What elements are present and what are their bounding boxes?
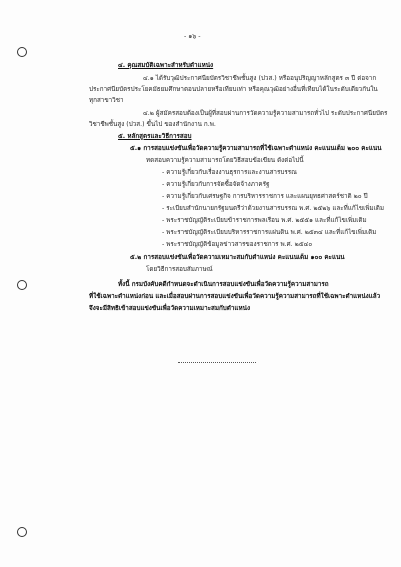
- text-line: - ระเบียบสำนักนายกรัฐมนตรีว่าด้วยงานสารบรรณ พ.ศ. ๒๕๒๖ และที่แก้ไขเพิ่มเติม: [162, 205, 385, 212]
- binder-hole-middle: [17, 280, 27, 290]
- text-line: ๔. คุณสมบัติเฉพาะสำหรับตำแหน่ง: [118, 62, 214, 69]
- text-line: - พระราชบัญญัติระเบียบข้าราชการพลเรือน พ.ศ. ๒๕๕๑ และที่แก้ไขเพิ่มเติม: [162, 217, 367, 224]
- text-line: ทุกสาขาวิชา: [89, 97, 124, 104]
- text-line: ๕.๑ การสอบแข่งขันเพื่อวัดความรู้ความสามารถที่ใช้เฉพาะตำแหน่ง คะแนนเต็ม ๒๐๐ คะแนน: [130, 145, 382, 152]
- text-line: ๔.๑ ได้รับวุฒิประกาศนียบัตรวิชาชีพชั้นสูง (ปวส.) หรืออนุปริญญาหลักสูตร ๓ ปี ต่อจาก: [143, 75, 377, 82]
- text-line: ๕. หลักสูตรและวิธีการสอบ: [118, 133, 192, 140]
- text-line: จึงจะมีสิทธิเข้าสอบแข่งขันเพื่อวัดความเหมาะสมกับตำแหน่ง: [89, 305, 251, 312]
- text-line: ๕.๒ การสอบแข่งขันเพื่อวัดความเหมาะสมกับตำแหน่ง คะแนนเต็ม ๑๐๐ คะแนน: [130, 254, 345, 261]
- text-line: ประกาศนียบัตรประโยคมัธยมศึกษาตอนปลายหรือเทียบเท่า หรือคุณวุฒิอย่างอื่นที่เทียบได้ในระดับเดียวกันใน: [89, 86, 378, 93]
- end-of-text-dotted-line: [178, 362, 256, 363]
- text-line: วิชาชีพชั้นสูง (ปวส.) ขึ้นไป ของสำนักงาน ก.พ.: [89, 121, 216, 128]
- page-number: - ๑๖ -: [184, 33, 201, 40]
- text-line: โดยวิธีการสอบสัมภาษณ์: [146, 266, 213, 273]
- text-line: ๔.๒ ผู้สมัครสอบต้องเป็นผู้ที่สอบผ่านการวัดความรู้ความสามารถทั่วไป ระดับประกาศนียบัตร: [143, 110, 388, 117]
- text-line: - ความรู้เกี่ยวกับเศรษฐกิจ การบริหารราชการ และแผนยุทธศาสตร์ชาติ ๒๐ ปี: [162, 193, 368, 200]
- binder-hole-top: [17, 47, 27, 57]
- text-line: ที่ใช้เฉพาะตำแหน่งก่อน และเมื่อสอบผ่านการสอบแข่งขันเพื่อวัดความรู้ความสามารถที่ใช้เฉพาะตำแหน่งแล้ว: [89, 293, 381, 300]
- binder-hole-bottom: [17, 527, 27, 537]
- text-line: - ความรู้เกี่ยวกับเรื่องงานธุรการและงานสารบรรณ: [162, 169, 297, 176]
- text-line: ทดสอบความรู้ความสามารถโดยวิธีสอบข้อเขียน ดังต่อไปนี้: [146, 157, 304, 164]
- text-line: - พระราชบัญญัติข้อมูลข่าวสารของราชการ พ.ศ. ๒๕๔๐: [162, 241, 313, 248]
- text-line: - ความรู้เกี่ยวกับการจัดซื้อจัดจ้างภาครัฐ: [162, 181, 270, 188]
- text-line: ทั้งนี้ กรมบังคับคดีกำหนดจะดำเนินการสอบแข่งขันเพื่อวัดความรู้ความสามารถ: [118, 281, 329, 288]
- text-line: - พระราชบัญญัติระเบียบบริหารราชการแผ่นดิน พ.ศ. ๒๕๓๔ และที่แก้ไขเพิ่มเติม: [162, 229, 377, 236]
